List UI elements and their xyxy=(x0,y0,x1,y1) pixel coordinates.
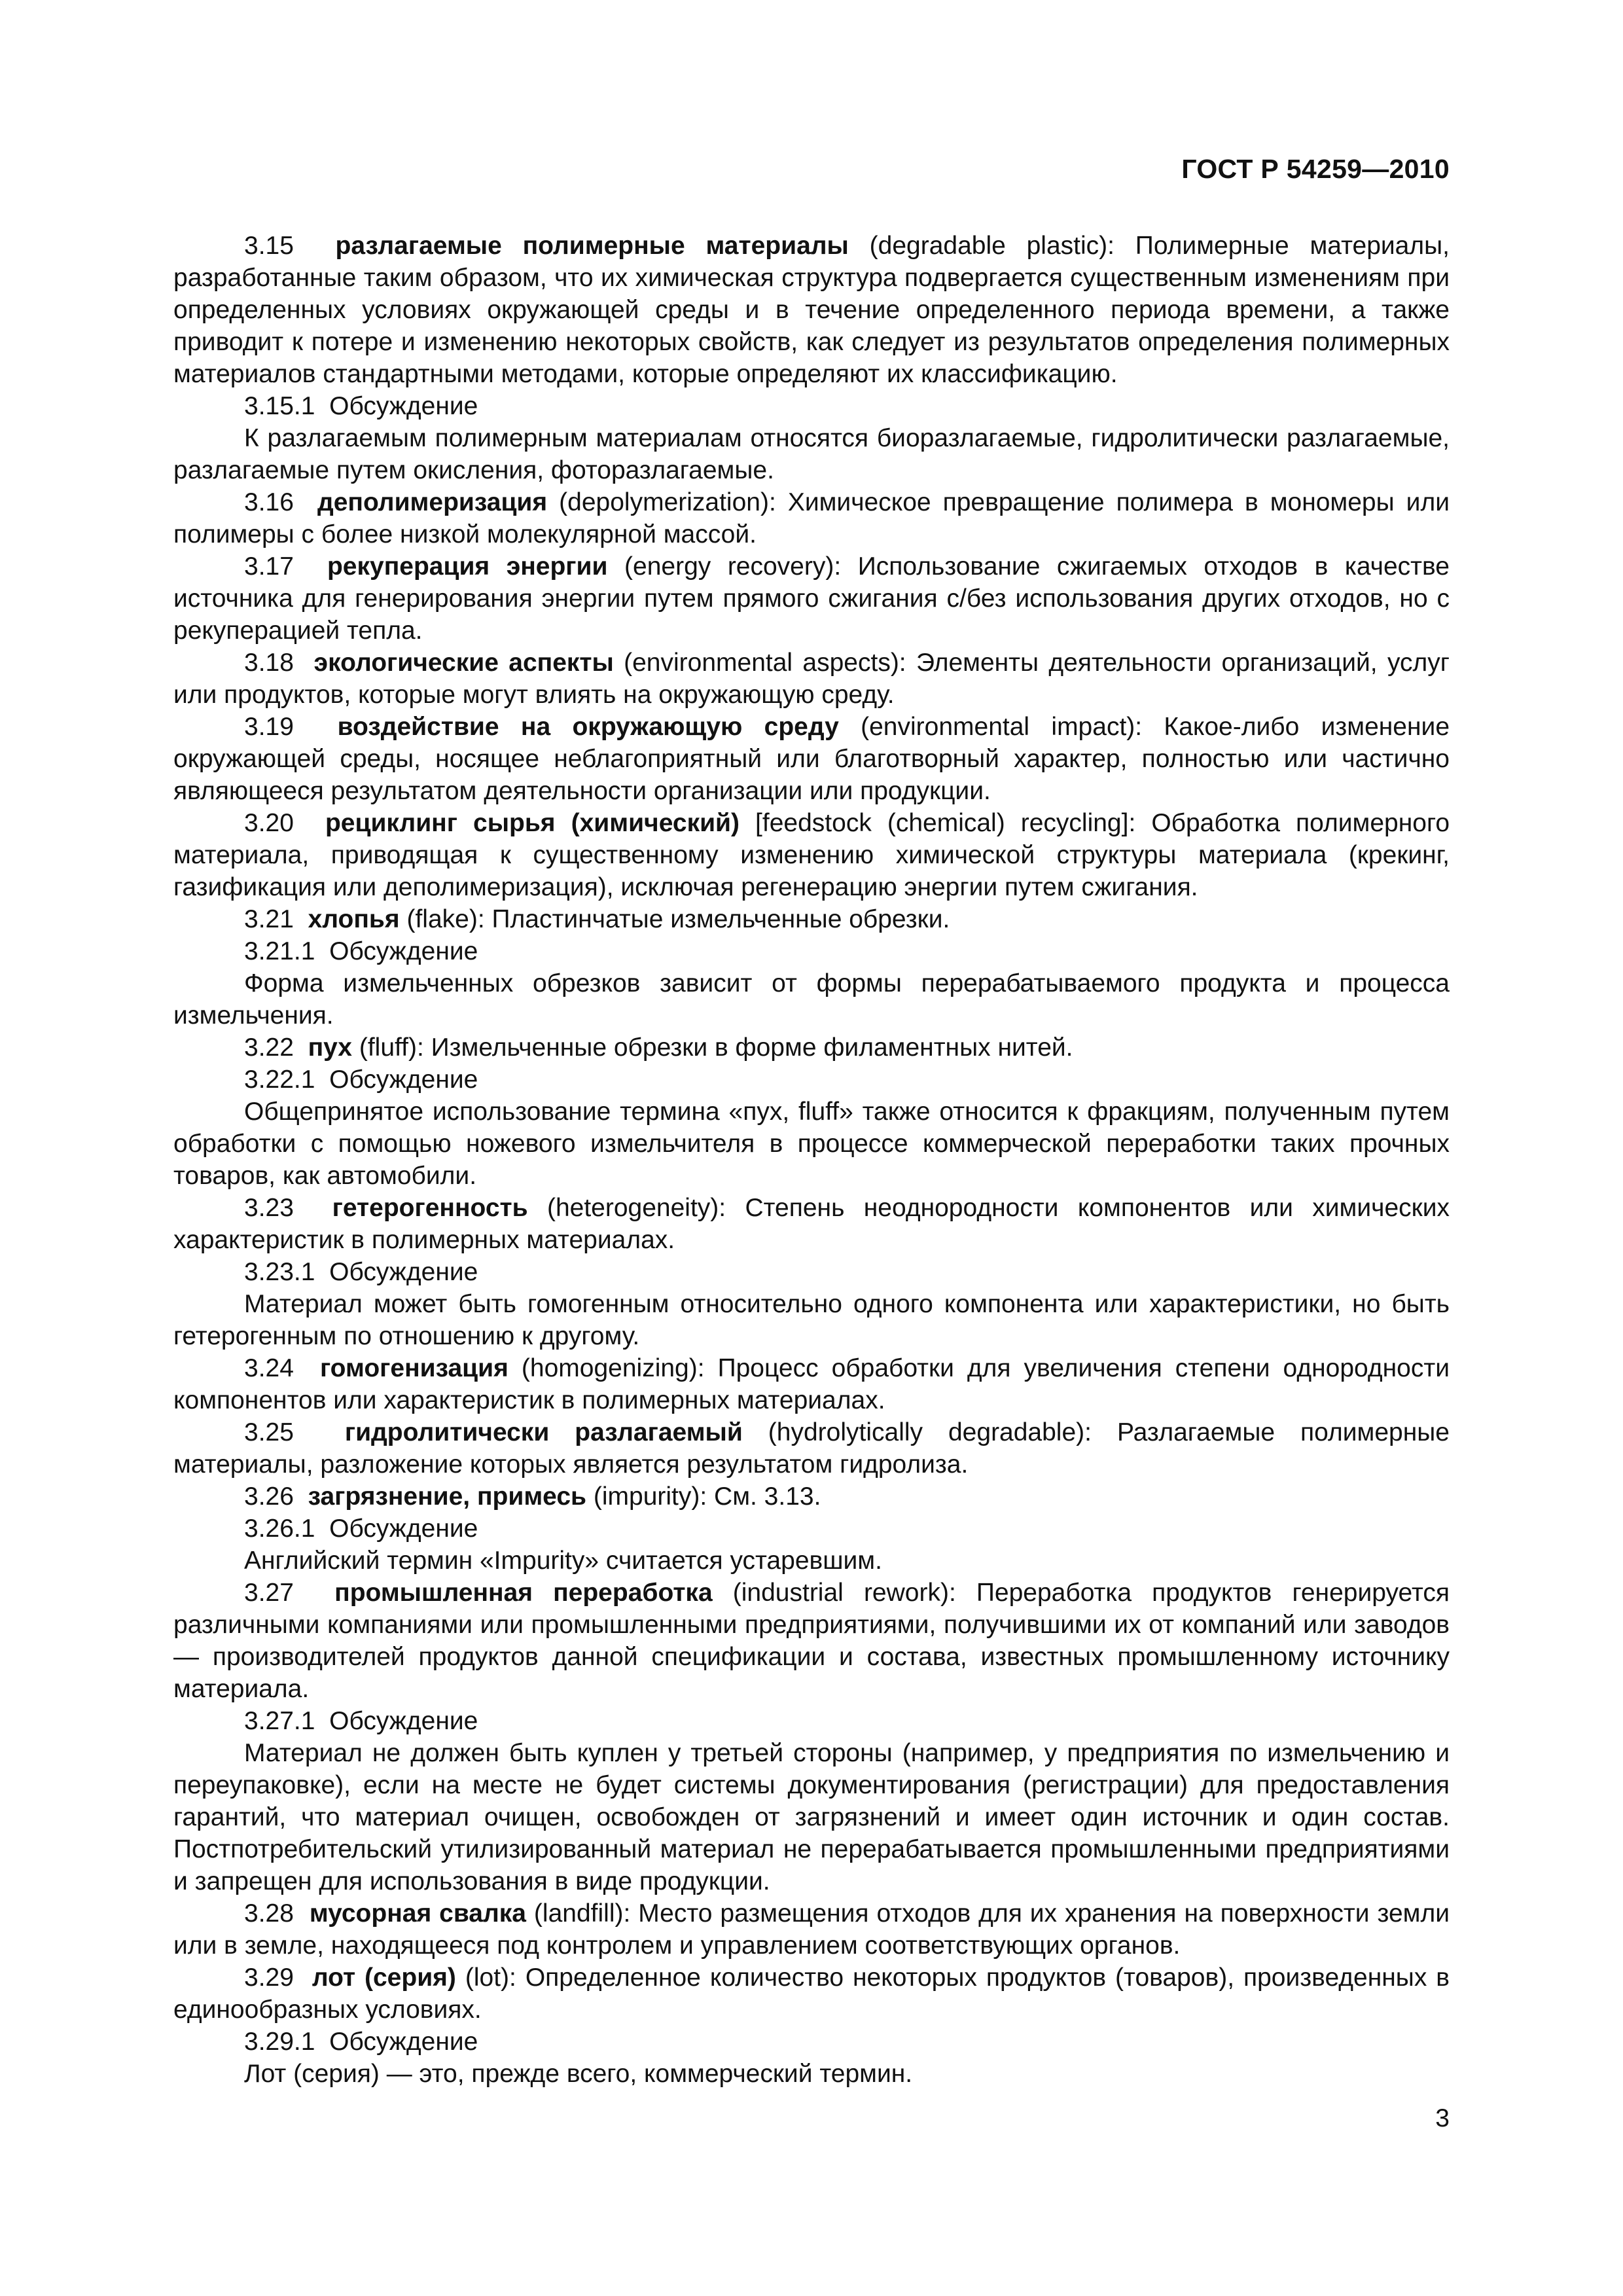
definition-paragraph xyxy=(173,1513,1450,1545)
definition-text: (degradable plastic): Полимерные материалы, разработанные таким образом, что их химическая структура подвергается существенным изменениям при определенных условиях окружающей среды и в течение определенного периода времени, а также приводит к потере и изменению некоторых свойств, как следует из результатов определения полимерных материалов стандартными методами, которые определяют их классификацию. xyxy=(173,232,1450,388)
clause-number: 3.22.1 xyxy=(244,1066,315,1094)
definition-paragraph xyxy=(173,711,1450,807)
definition-paragraph xyxy=(173,1096,1450,1192)
definition-text: Обсуждение xyxy=(329,2028,478,2056)
term-bold: гомогенизация xyxy=(319,1354,508,1382)
clause-number: 3.27 xyxy=(244,1579,294,1607)
definition-text: (homogenizing): Процесс обработки для увеличения степени однородности компонентов или характеристик в полимерных материалах. xyxy=(173,1354,1450,1414)
definition-text: (environmental impact): Какое-либо изменение окружающей среды, носящее неблагоприятный или благотворный характер, полностью или частично являющееся результатом деятельности организации или продукции. xyxy=(173,713,1450,805)
definition-text: Обсуждение xyxy=(329,1066,478,1094)
definition-text: К разлагаемым полимерным материалам относятся биоразлагаемые, гидролитически разлагаемые, разлагаемые путем окисления, фоторазлагаемые. xyxy=(173,424,1450,484)
definition-paragraph xyxy=(173,230,1450,390)
term-bold: деполимеризация xyxy=(317,488,548,516)
definition-text: (flake): Пластинчатые измельченные обрезки. xyxy=(399,905,950,933)
definition-paragraph xyxy=(173,1737,1450,1897)
definition-paragraph xyxy=(173,1962,1450,2026)
definition-text: Общепринятое использование термина «пух, fluff» также относится к фракциям, полученным путем обработки с помощью ножевого измельчителя в процессе коммерческой переработки таких прочных товаров, как автомобили. xyxy=(173,1098,1450,1190)
definition-paragraph xyxy=(173,1192,1450,1256)
clause-number: 3.15.1 xyxy=(244,392,315,420)
clause-number: 3.18 xyxy=(244,649,294,677)
definition-paragraph xyxy=(173,1256,1450,1288)
clause-number: 3.28 xyxy=(244,1899,294,1928)
document-code-header: ГОСТ Р 54259—2010 xyxy=(1181,154,1450,184)
term-bold: гетерогенность xyxy=(332,1194,528,1222)
clause-number: 3.26 xyxy=(244,1482,294,1511)
clause-number: 3.24 xyxy=(244,1354,294,1382)
definition-text: Обсуждение xyxy=(329,1707,478,1735)
definition-paragraph xyxy=(173,1545,1450,1577)
definition-text: (heterogeneity): Степень неоднородности компонентов или химических характеристик в полимерных материалах. xyxy=(173,1194,1450,1254)
clause-number: 3.21 xyxy=(244,905,294,933)
term-bold: хлопья xyxy=(308,905,400,933)
definition-text: (energy recovery): Использование сжигаемых отходов в качестве источника для генерирования энергии путем прямого сжигания с/без использования других отходов, но с рекуперацией тепла. xyxy=(173,552,1450,645)
definition-text: Обсуждение xyxy=(329,1258,478,1286)
definition-paragraph xyxy=(173,1416,1450,1480)
definition-text: (impurity): См. 3.13. xyxy=(586,1482,821,1511)
document-body xyxy=(173,230,1450,2090)
definition-paragraph xyxy=(173,1288,1450,1352)
clause-number: 3.29.1 xyxy=(244,2028,315,2056)
definition-paragraph xyxy=(173,2026,1450,2058)
clause-number: 3.29 xyxy=(244,1964,294,1992)
term-bold: загрязнение, примесь xyxy=(308,1482,587,1511)
term-bold: рециклинг сырья (химический) xyxy=(325,809,740,837)
clause-number: 3.23.1 xyxy=(244,1258,315,1286)
definition-paragraph xyxy=(173,1480,1450,1513)
definition-paragraph xyxy=(173,807,1450,903)
definition-text: (landfill): Место размещения отходов для их хранения на поверхности земли или в земле, находящееся под контролем и управлением соответствующих органов. xyxy=(173,1899,1450,1960)
definition-paragraph xyxy=(173,2058,1450,2090)
definition-text: (lot): Определенное количество некоторых продуктов (товаров), произведенных в единообразных условиях. xyxy=(173,1964,1450,2024)
definition-paragraph xyxy=(173,1705,1450,1737)
definition-text: Материал не должен быть куплен у третьей стороны (например, у предприятия по измельчению и переупаковке), если на месте не будет системы документирования (регистрации) для предоставления гарантий, что материал очищен, освобожден от загрязнений и имеет один источник и один состав. Постпотребительский утилизированный материал не перерабатывается промышленными предприятиями и запрещен для использования в виде продукции. xyxy=(173,1739,1450,1895)
clause-number: 3.22 xyxy=(244,1033,294,1062)
clause-number: 3.16 xyxy=(244,488,294,516)
definition-paragraph xyxy=(173,486,1450,550)
term-bold: пух xyxy=(308,1033,352,1062)
term-bold: промышленная переработка xyxy=(334,1579,713,1607)
definition-text: (environmental aspects): Элементы деятельности организаций, услуг или продуктов, которые могут влиять на окружающую среду. xyxy=(173,649,1450,709)
definition-text: Обсуждение xyxy=(329,392,478,420)
definition-text: (hydrolytically degradable): Разлагаемые полимерные материалы, разложение которых является результатом гидролиза. xyxy=(173,1418,1450,1479)
term-bold: рекуперация энергии xyxy=(327,552,608,581)
clause-number: 3.21.1 xyxy=(244,937,315,965)
definition-paragraph xyxy=(173,550,1450,647)
definition-text: Лот (серия) — это, прежде всего, коммерческий термин. xyxy=(244,2060,913,2088)
definition-paragraph xyxy=(173,967,1450,1031)
clause-number: 3.27.1 xyxy=(244,1707,315,1735)
definition-text: [feedstock (chemical) recycling]: Обработка полимерного материала, приводящая к существенному изменению химической структуры материала (крекинг, газификация или деполимеризация), исключая регенерацию энергии путем сжигания. xyxy=(173,809,1450,901)
clause-number: 3.15 xyxy=(244,232,294,260)
definition-paragraph xyxy=(173,390,1450,422)
clause-number: 3.17 xyxy=(244,552,294,581)
clause-number: 3.19 xyxy=(244,713,294,741)
definition-paragraph xyxy=(173,1064,1450,1096)
definition-paragraph xyxy=(173,935,1450,967)
definition-paragraph xyxy=(173,1352,1450,1416)
definition-paragraph xyxy=(173,647,1450,711)
definition-text: (industrial rework): Переработка продуктов генерируется различными компаниями или промышленными предприятиями, получившими их от компаний или заводов — производителей продуктов данной спецификации и состава, известных промышленному источнику материала. xyxy=(173,1579,1450,1703)
definition-paragraph xyxy=(173,903,1450,935)
definition-paragraph xyxy=(173,1897,1450,1962)
definition-text: (fluff): Измельченные обрезки в форме филаментных нитей. xyxy=(352,1033,1073,1062)
definition-text: Обсуждение xyxy=(329,1515,478,1543)
page-number: 3 xyxy=(1435,2104,1450,2132)
term-bold: разлагаемые полимерные материалы xyxy=(335,232,849,260)
definition-paragraph xyxy=(173,1577,1450,1705)
clause-number: 3.26.1 xyxy=(244,1515,315,1543)
clause-number: 3.20 xyxy=(244,809,294,837)
definition-text: (depolymerization): Химическое превращение полимера в мономеры или полимеры с более низкой молекулярной массой. xyxy=(173,488,1450,548)
term-bold: лот (серия) xyxy=(312,1964,456,1992)
term-bold: воздействие на окружающую среду xyxy=(337,713,839,741)
clause-number: 3.23 xyxy=(244,1194,294,1222)
definition-paragraph xyxy=(173,1031,1450,1064)
definition-text: Английский термин «Impurity» считается устаревшим. xyxy=(244,1547,882,1575)
clause-number: 3.25 xyxy=(244,1418,294,1446)
definition-text: Материал может быть гомогенным относительно одного компонента или характеристики, но быть гетерогенным по отношению к другому. xyxy=(173,1290,1450,1350)
term-bold: экологические аспекты xyxy=(313,649,614,677)
definition-paragraph xyxy=(173,422,1450,486)
term-bold: гидролитически разлагаемый xyxy=(344,1418,743,1446)
definition-text: Форма измельченных обрезков зависит от формы перерабатываемого продукта и процесса измельчения. xyxy=(173,969,1450,1030)
term-bold: мусорная свалка xyxy=(309,1899,526,1928)
definition-text: Обсуждение xyxy=(329,937,478,965)
